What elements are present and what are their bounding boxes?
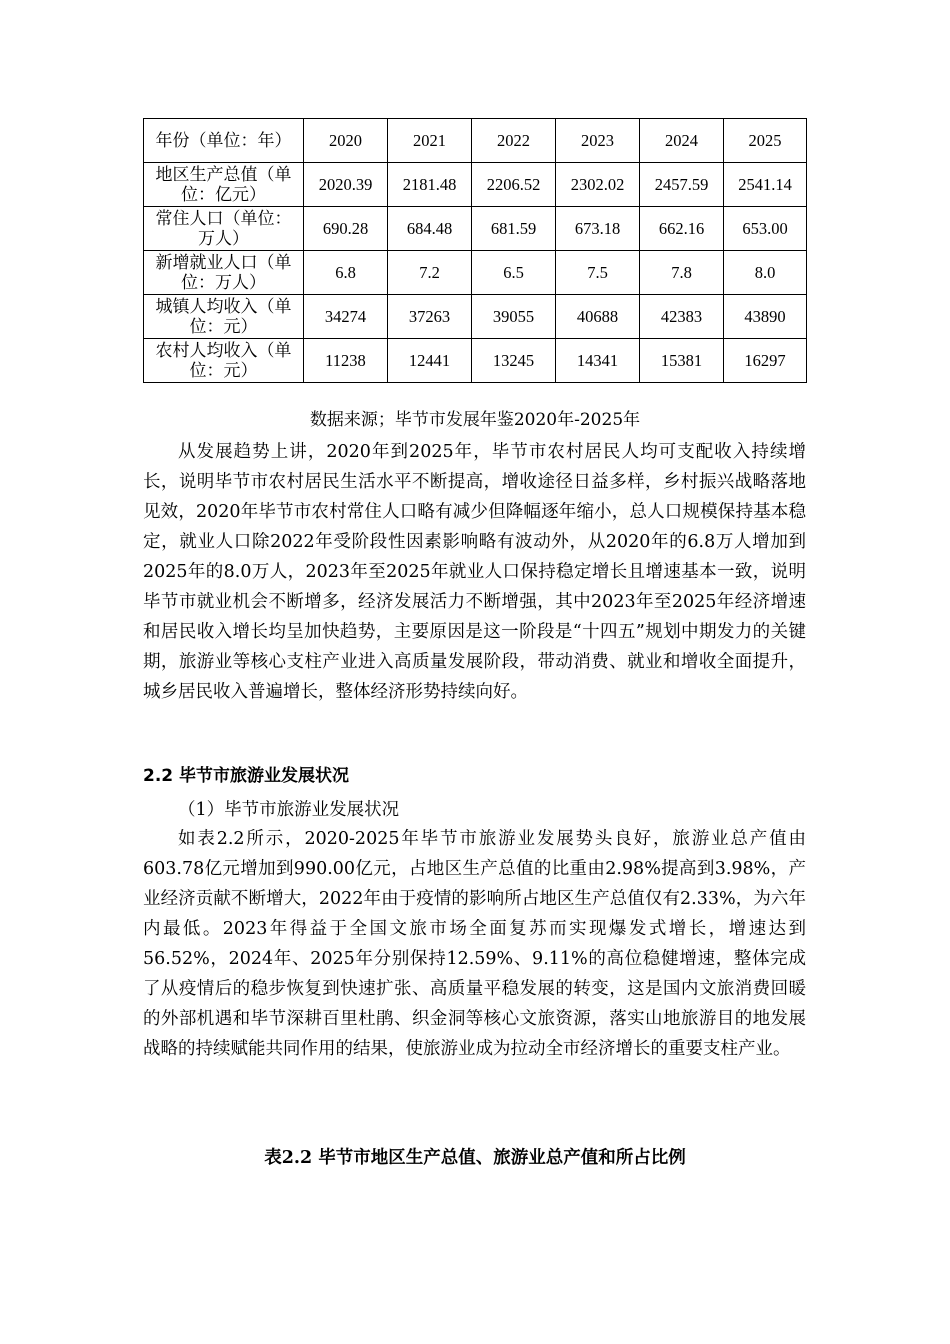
table-cell: 13245 xyxy=(472,339,556,383)
table-cell: 690.28 xyxy=(304,207,388,251)
table-cell: 16297 xyxy=(724,339,807,383)
table-header-cell: 年份（单位：年） xyxy=(144,119,304,163)
table-header-row xyxy=(144,119,807,163)
statistics-table xyxy=(143,118,807,383)
table-row xyxy=(144,339,807,383)
table-cell: 43890 xyxy=(724,295,807,339)
table-cell: 42383 xyxy=(640,295,724,339)
table-cell: 7.2 xyxy=(388,251,472,295)
table-cell: 6.5 xyxy=(472,251,556,295)
data-source-note: 数据来源；毕节市发展年鉴2020年-2025年 xyxy=(309,410,641,430)
table-cell: 684.48 xyxy=(388,207,472,251)
table-header-cell: 2023 xyxy=(556,119,640,163)
table-header-cell: 2025 xyxy=(724,119,807,163)
subsection-heading: （1）毕节市旅游业发展状况 xyxy=(178,800,400,820)
table-cell: 673.18 xyxy=(556,207,640,251)
table-row xyxy=(144,251,807,295)
table-cell: 681.59 xyxy=(472,207,556,251)
table-row xyxy=(144,163,807,207)
table-header-cell: 2020 xyxy=(304,119,388,163)
table-caption: 表2.2 毕节市地区生产总值、旅游业总产值和所占比例 xyxy=(264,1148,686,1168)
row-label: 农村人均收入（单位：元） xyxy=(144,339,304,383)
table-cell: 2457.59 xyxy=(640,163,724,207)
row-label: 常住人口（单位：万人） xyxy=(144,207,304,251)
table-cell: 15381 xyxy=(640,339,724,383)
table-cell: 8.0 xyxy=(724,251,807,295)
table-cell: 37263 xyxy=(388,295,472,339)
table-cell: 14341 xyxy=(556,339,640,383)
table-cell: 11238 xyxy=(304,339,388,383)
table-cell: 34274 xyxy=(304,295,388,339)
table-cell: 2302.02 xyxy=(556,163,640,207)
row-label: 地区生产总值（单位：亿元） xyxy=(144,163,304,207)
table-row xyxy=(144,207,807,251)
row-label: 新增就业人口（单位：万人） xyxy=(144,251,304,295)
table-cell: 7.8 xyxy=(640,251,724,295)
row-label: 城镇人均收入（单位：元） xyxy=(144,295,304,339)
table-cell: 2541.14 xyxy=(724,163,807,207)
table-cell: 2020.39 xyxy=(304,163,388,207)
table-row xyxy=(144,295,807,339)
table-cell: 6.8 xyxy=(304,251,388,295)
body-paragraph: 如表2.2所示，2020-2025年毕节市旅游业发展势头良好，旅游业总产值由603.78亿元增加到990.00亿元，占地区生产总值的比重由2.98%提高到3.98%，产业经济贡献不断增大，2022年由于疫情的影响所占地区生产总值仅有2.33%，为六年内最低。2023年得益于全国文旅市场全面复苏而实现爆发式增长，增速达到56.52%，2024年、2025年分别保持12.59%、9.11%的高位稳健增速，整体完成了从疫情后的稳步恢复到快速扩张、高质量平稳发展的转变，这是国内文旅消费回暖的外部机遇和毕节深耕百里杜鹃、织金洞等核心文旅资源，落实山地旅游目的地发展战略的持续赋能共同作用的结果，使旅游业成为拉动全市经济增长的重要支柱产业。 xyxy=(143,829,806,1059)
table-cell: 662.16 xyxy=(640,207,724,251)
table-cell: 40688 xyxy=(556,295,640,339)
table-header-cell: 2024 xyxy=(640,119,724,163)
table-cell: 39055 xyxy=(472,295,556,339)
section-heading: 2.2 毕节市旅游业发展状况 xyxy=(143,766,350,786)
table-cell: 2181.48 xyxy=(388,163,472,207)
table-cell: 7.5 xyxy=(556,251,640,295)
body-paragraph: 从发展趋势上讲，2020年到2025年，毕节市农村居民人均可支配收入持续增长，说明毕节市农村居民生活水平不断提高，增收途径日益多样，乡村振兴战略落地见效，2020年毕节市农村常住人口略有减少但降幅逐年缩小，总人口规模保持基本稳定，就业人口除2022年受阶段性因素影响略有波动外，从2020年的6.8万人增加到2025年的8.0万人，2023年至2025年就业人口保持稳定增长且增速基本一致，说明毕节市就业机会不断增多，经济发展活力不断增强，其中2023年至2025年经济增速和居民收入增长均呈加快趋势，主要原因是这一阶段是“十四五”规划中期发力的关键期，旅游业等核心支柱产业进入高质量发展阶段，带动消费、就业和增收全面提升，城乡居民收入普遍增长，整体经济形势持续向好。 xyxy=(143,442,806,702)
table-cell: 653.00 xyxy=(724,207,807,251)
table-cell: 2206.52 xyxy=(472,163,556,207)
table-header-cell: 2021 xyxy=(388,119,472,163)
table-cell: 12441 xyxy=(388,339,472,383)
table-header-cell: 2022 xyxy=(472,119,556,163)
